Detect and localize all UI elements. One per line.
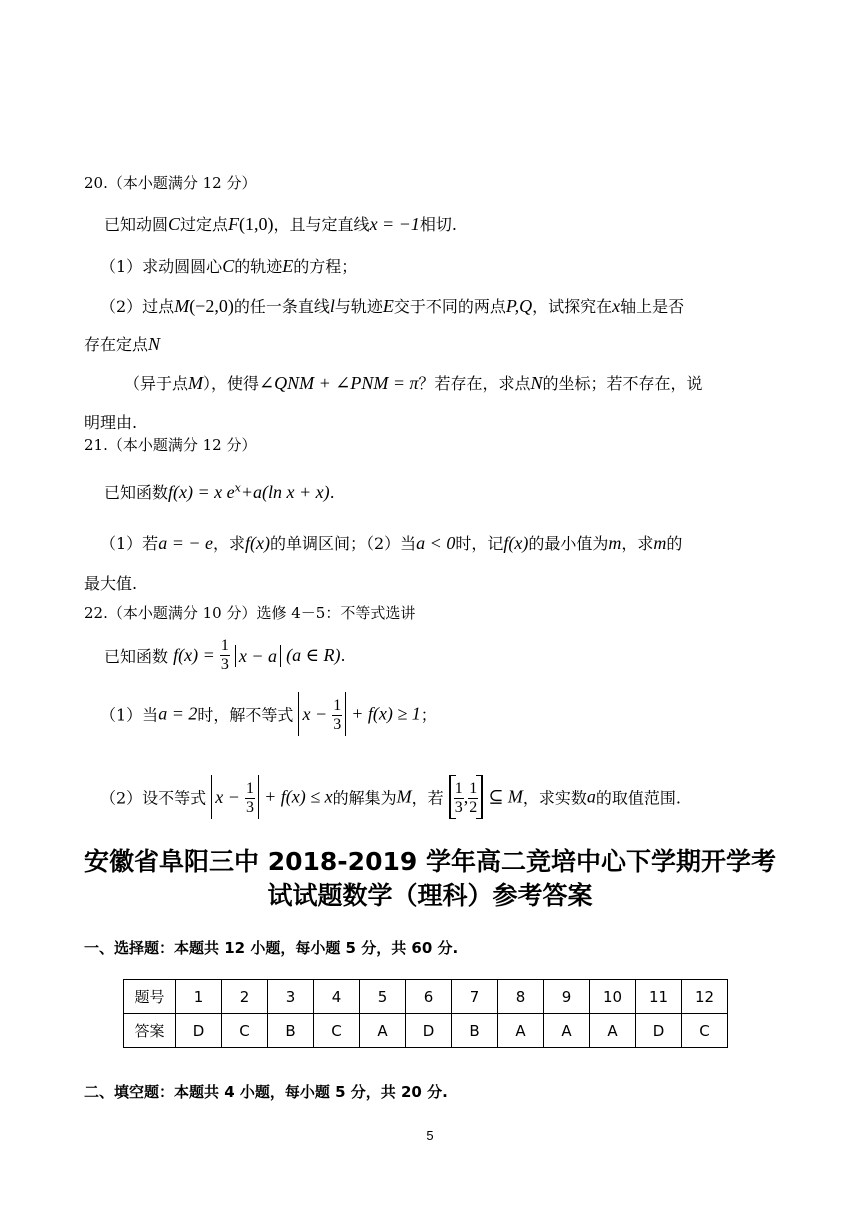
answer-choice: D [176, 1014, 222, 1048]
question-number: 12 [682, 980, 728, 1014]
question-number: 1 [176, 980, 222, 1014]
question-number: 11 [636, 980, 682, 1014]
answer-choice: B [268, 1014, 314, 1048]
table-row [124, 1014, 728, 1048]
section2-heading: 二、填空题：本题共 4 小题，每小题 5 分，共 20 分. [84, 1083, 448, 1101]
table-row [124, 980, 728, 1014]
answer-choice: D [406, 1014, 452, 1048]
q22-part1: （1）当a = 2时，解不等式 x − $\frac{1}{3}$ + f(x) ≥ 1； [100, 692, 437, 736]
row-header: 答案 [124, 1014, 176, 1048]
answer-title-line2: 试试题数学（理科）参考答案 [267, 881, 593, 910]
answer-choice: C [314, 1014, 360, 1048]
question-number: 3 [268, 980, 314, 1014]
question-number: 9 [544, 980, 590, 1014]
q22-statement: 已知函数 f(x) = $\frac{1}{3}$ x − a (a ∈ R). [104, 637, 346, 673]
page-number: 5 [426, 1128, 434, 1143]
q21-header: 21.（本小题满分 12 分） [84, 436, 257, 454]
answer-choice: C [682, 1014, 728, 1048]
q20-header: 20.（本小题满分 12 分） [84, 174, 257, 192]
question-number: 5 [360, 980, 406, 1014]
question-number: 4 [314, 980, 360, 1014]
answer-choice: C [222, 1014, 268, 1048]
question-number: 10 [590, 980, 636, 1014]
q20-part2-line4: 明理由. [84, 413, 138, 432]
question-number: 6 [406, 980, 452, 1014]
q20-part2-line3: （异于点M），使得∠QNM + ∠PNM = π？若存在，求点N的坐标；若不存在，说 [124, 373, 703, 393]
question-number: 8 [498, 980, 544, 1014]
question-number: 2 [222, 980, 268, 1014]
q21-parts: （1）若a = − e，求f(x)的单调区间；（2）当a < 0时，记f(x)的最小值为m，求m的 [100, 533, 683, 553]
q21-parts-line2: 最大值. [84, 574, 138, 593]
answer-choice: A [498, 1014, 544, 1048]
answer-table [123, 979, 728, 1048]
q22-part2: （2）设不等式 x − $\frac{1}{3}$ + f(x) ≤ x的解集为M，若 $\frac{1}{3}$ , $\frac{1}{2}$ ⊆ M，求实数a的取值范围. [100, 775, 681, 819]
answer-choice: A [590, 1014, 636, 1048]
q20-part2-line1: （2）过点M(−2,0)的任一条直线l与轨迹E交于不同的两点P,Q，试探究在x轴上是否 [100, 296, 685, 316]
q20-part1: （1）求动圆圆心C的轨迹E的方程； [100, 256, 358, 276]
question-number: 7 [452, 980, 498, 1014]
answer-choice: B [452, 1014, 498, 1048]
answer-choice: D [636, 1014, 682, 1048]
q22-header: 22.（本小题满分 10 分）选修 4－5：不等式选讲 [84, 604, 416, 622]
q21-statement: 已知函数f(x) = x $e^x+a(\ln$ x + x). [104, 481, 335, 502]
answer-title-line1: 安徽省阜阳三中 2018-2019 学年高二竞培中心下学期开学考 [84, 847, 776, 876]
q20-part2-line2: 存在定点N [84, 334, 161, 354]
q20-statement: 已知动圆C过定点F(1,0)，且与定直线x = −1相切. [104, 214, 457, 234]
answer-choice: A [360, 1014, 406, 1048]
answer-choice: A [544, 1014, 590, 1048]
section1-heading: 一、选择题：本题共 12 小题，每小题 5 分，共 60 分. [84, 939, 459, 957]
row-header: 题号 [124, 980, 176, 1014]
